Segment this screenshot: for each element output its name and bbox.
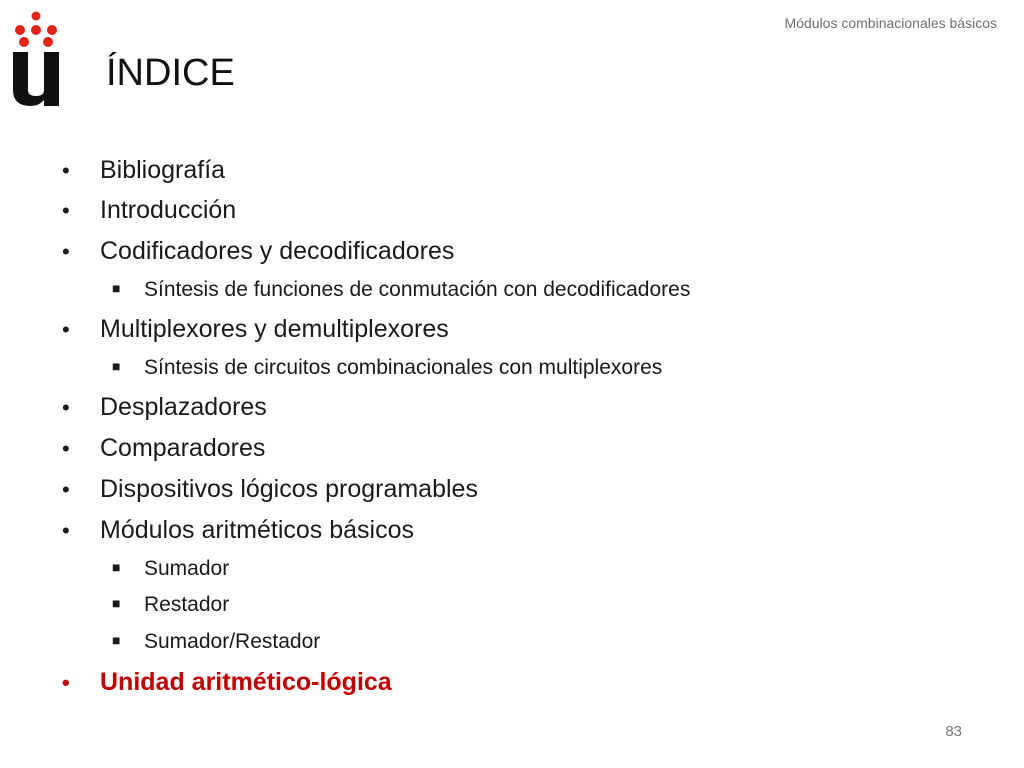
agenda-subitem <box>112 356 662 380</box>
bullet-icon: • <box>62 158 70 183</box>
bullet-icon: • <box>62 395 70 420</box>
header-text: Módulos combinacionales básicos <box>784 15 997 31</box>
agenda-subitem <box>112 278 690 302</box>
bullet-icon: • <box>62 436 70 461</box>
agenda-item <box>62 393 267 422</box>
page-title: ÍNDICE <box>106 52 235 94</box>
agenda-item-label: Codificadores y decodificadores <box>100 237 455 265</box>
square-bullet-icon: ■ <box>112 632 121 648</box>
agenda-subitem-label: Restador <box>144 593 230 616</box>
bullet-icon: • <box>62 198 70 223</box>
agenda-item <box>62 315 449 344</box>
square-bullet-icon: ■ <box>112 559 121 575</box>
agenda-subitem-label: Sumador/Restador <box>144 630 321 653</box>
agenda-subitem-label: Síntesis de funciones de conmutación con decodificadores <box>144 278 691 301</box>
page-number: 83 <box>945 723 962 740</box>
agenda-item-label: Bibliografía <box>100 156 226 184</box>
agenda-item <box>62 516 414 545</box>
agenda-item-label: Multiplexores y demultiplexores <box>100 315 449 343</box>
bullet-icon: • <box>62 518 70 543</box>
agenda-subitem <box>112 593 229 617</box>
square-bullet-icon: ■ <box>112 358 121 374</box>
agenda-subitem <box>112 557 229 581</box>
bullet-icon: • <box>62 670 70 695</box>
agenda-item <box>62 156 225 185</box>
agenda-item-label: Módulos aritméticos básicos <box>100 516 415 544</box>
university-logo-icon <box>10 8 62 108</box>
agenda-subitem-label: Síntesis de circuitos combinacionales con multiplexores <box>144 356 663 379</box>
bullet-icon: • <box>62 239 70 264</box>
agenda-item-label: Desplazadores <box>100 393 267 421</box>
agenda-item <box>62 237 454 266</box>
square-bullet-icon: ■ <box>112 595 121 611</box>
agenda-item-label: Unidad aritmético-lógica <box>100 668 392 696</box>
agenda-item <box>62 434 265 463</box>
agenda-item-label: Introducción <box>100 196 237 224</box>
bullet-icon: • <box>62 317 70 342</box>
bullet-icon: • <box>62 477 70 502</box>
agenda-subitem-label: Sumador <box>144 557 230 580</box>
agenda-item-label: Dispositivos lógicos programables <box>100 475 478 503</box>
agenda-item-current <box>62 668 392 697</box>
agenda-item-label: Comparadores <box>100 434 266 462</box>
square-bullet-icon: ■ <box>112 280 121 296</box>
agenda-item <box>62 475 478 504</box>
agenda-subitem <box>112 630 320 654</box>
agenda-item <box>62 196 236 225</box>
